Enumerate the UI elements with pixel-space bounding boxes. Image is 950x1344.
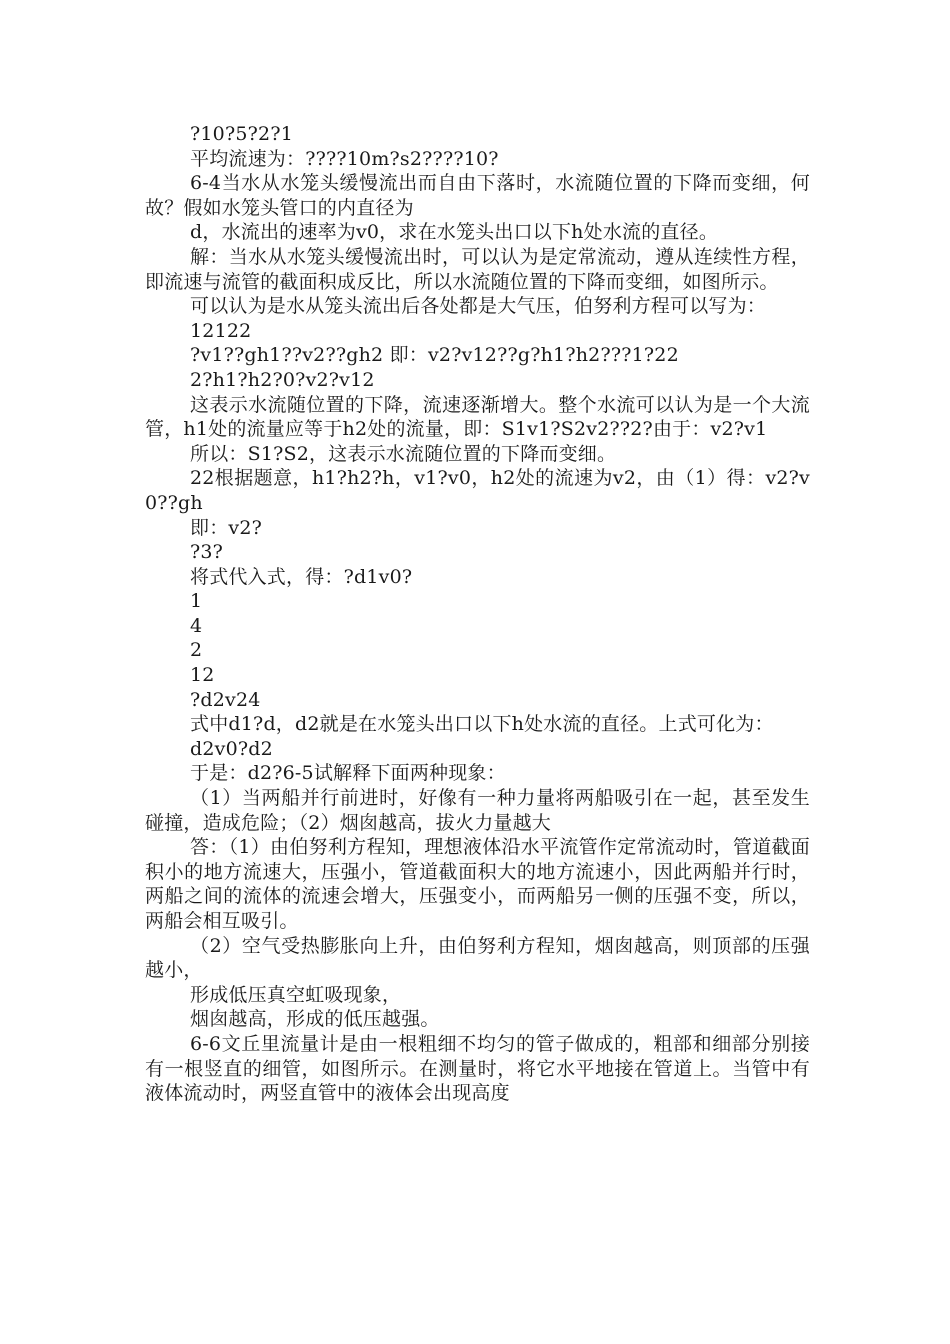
paragraph: 12 [190,664,215,687]
paragraph: ?10?5?2?1 [190,123,293,145]
paragraph: 所以：S1?S2，这表示水流随位置的下降而变细。 [190,442,617,465]
paragraph: ?v1??gh1??v2??gh2 即：v2?v12??g?h1?h2???1?22 [190,344,679,367]
paragraph: （2）空气受热膨胀向上升，由伯努利方程知，烟囱越高，则顶部的压强越小， [145,934,810,982]
paragraph: 烟囱越高，形成的低压越强。 [190,1008,440,1031]
paragraph: 形成低压真空虹吸现象， [190,983,402,1006]
paragraph: 6-4当水从水笼头缓慢流出而自由下落时，水流随位置的下降而变细，何故？假如水笼头管口的内直径为 [145,172,810,219]
paragraph: 2?h1?h2?0?v2?v12 [190,368,375,391]
paragraph: 1 [190,590,203,613]
document-body [145,122,810,1106]
paragraph: ?3? [190,541,224,564]
paragraph: 22根据题意，h1?h2?h，v1?v0，h2处的流速为v2，由（1）得：v2?v0??gh [145,467,810,514]
paragraph: 12122 [190,319,252,342]
paragraph: 于是：d2?6-5试解释下面两种现象： [190,762,506,785]
paragraph: 将式代入式，得：?d1v0? [190,565,413,588]
paragraph: 2 [190,639,203,662]
paragraph: ?d2v24 [190,688,261,711]
paragraph: 解：当水从水笼头缓慢流出时，可以认为是定常流动，遵从连续性方程，即流速与流管的截面积成反比，所以水流随位置的下降而变细，如图所示。 [145,245,810,293]
paragraph: 式中d1?d，d2就是在水笼头出口以下h处水流的直径。上式可化为： [190,713,774,736]
paragraph: d，水流出的速率为v0，求在水笼头出口以下h处水流的直径。 [190,221,719,244]
paragraph: 6-6文丘里流量计是由一根粗细不均匀的管子做成的，粗部和细部分别接有一根竖直的细管，如图所示。在测量时，将它水平地接在管道上。当管中有液体流动时，两竖直管中的液体会出现高度 [145,1032,810,1105]
paragraph: 答：（1）由伯努利方程知，理想液体沿水平流管作定常流动时，管道截面积小的地方流速大，压强小，管道截面积大的地方流速小，因此两船并行时，两船之间的流体的流速会增大，压强变小，而两船另一侧的压强不变，所以，两船会相互吸引。 [145,836,810,932]
paragraph: 平均流速为：????10m?s2????10? [190,147,499,170]
paragraph: 4 [190,614,203,637]
paragraph: 即：v2? [190,516,263,539]
paragraph: （1）当两船并行前进时，好像有一种力量将两船吸引在一起，甚至发生碰撞，造成危险；（2）烟囱越高，拔火力量越大 [145,787,810,834]
paragraph: 可以认为是水从笼头流出后各处都是大气压，伯努利方程可以写为： [190,295,767,318]
paragraph: d2v0?d2 [190,737,273,760]
paragraph: 这表示水流随位置的下降，流速逐渐增大。整个水流可以认为是一个大流管，h1处的流量应等于h2处的流量，即：S1v1?S2v2??2?由于：v2?v1 [145,393,810,441]
